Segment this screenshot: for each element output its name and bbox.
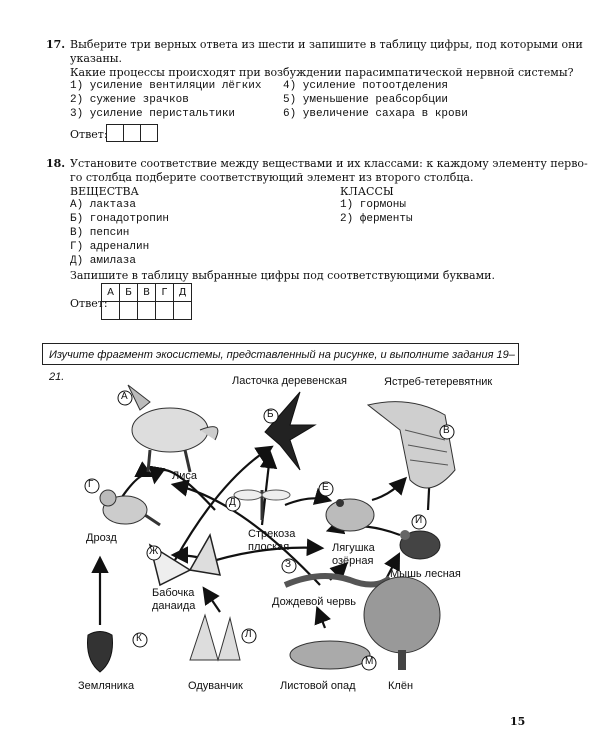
q17-prompt: Выберите три верных ответа из шести и запишите в таблицу цифры, под которыми они — [70, 38, 583, 51]
q18-substance-a: А) лактаза — [70, 199, 137, 211]
hawk-figure — [368, 402, 455, 488]
q18-substance-g: Г) адреналин — [70, 241, 150, 253]
label-maple: Клён — [388, 680, 414, 692]
arrow-dragonfly-frog — [285, 498, 328, 505]
q18-class-2: 2) ферменты — [340, 213, 413, 225]
label-swallow: Ласточка деревенская — [232, 375, 347, 387]
q18-instruction: Запишите в таблицу выбранные цифры под соответствующими буквами. — [70, 269, 495, 282]
q17-option-5: 5) уменьшение реабсорбции — [283, 94, 449, 106]
letter-zh: Ж — [149, 546, 159, 557]
q17-option-4: 4) усиление потоотделения — [283, 80, 449, 92]
letter-m: М — [365, 656, 374, 667]
thrush-figure — [100, 490, 160, 525]
q18-substance-d: Д) амилаза — [70, 255, 137, 267]
swallow-figure — [265, 392, 315, 470]
arrow-litter-worm — [318, 610, 325, 628]
table-header: Д — [174, 284, 192, 302]
letter-k: К — [136, 633, 142, 644]
q18-col2-header: КЛАССЫ — [340, 185, 394, 198]
label-leaf-litter: Листовой опад — [280, 680, 356, 692]
q18-number: 18. — [46, 157, 66, 170]
letter-b: Б — [267, 409, 274, 420]
q17-option-1: 1) усиление вентиляции лёгких — [70, 80, 262, 92]
letter-z: З — [285, 559, 292, 570]
q18-substance-b: Б) гонадотропин — [70, 213, 170, 225]
letter-a: А — [121, 391, 128, 402]
label-frog: Лягушка озёрная — [332, 542, 375, 567]
q18-prompt-cont: го столбца подберите соответствующий элемент из второго столбца. — [70, 171, 474, 184]
label-butterfly: Бабочка данаида — [152, 587, 196, 612]
table-header: Г — [156, 284, 174, 302]
q17-question: Какие процессы происходят при возбуждении парасимпатической нервной системы? — [70, 66, 574, 79]
q18-col1-header: ВЕЩЕСТВА — [70, 185, 139, 198]
worm-figure — [285, 576, 390, 585]
letter-l: Л — [245, 629, 252, 640]
label-dragonfly: Стрекоза плоская — [248, 528, 296, 553]
letter-d: Д — [229, 497, 236, 508]
label-strawberry: Земляника — [78, 680, 135, 692]
q18-answer-label: Ответ: — [70, 297, 108, 310]
letter-e: Е — [322, 482, 329, 493]
label-fox: Лиса — [172, 470, 197, 482]
mouse-figure — [400, 530, 440, 559]
letter-v: В — [443, 425, 450, 436]
q17-option-2: 2) сужение зрачков — [70, 94, 189, 106]
strawberry-figure — [88, 632, 113, 673]
label-thrush: Дрозд — [86, 532, 117, 544]
q17-prompt-cont: указаны. — [70, 52, 123, 65]
label-dandelion: Одуванчик — [188, 680, 243, 692]
table-header: А — [102, 284, 120, 302]
table-header: В — [138, 284, 156, 302]
q17-option-3: 3) усиление перистальтики — [70, 108, 236, 120]
arrow-frog-hawk — [372, 480, 404, 500]
letter-i: И — [415, 515, 423, 526]
leaf-litter-figure — [290, 641, 370, 669]
label-hawk: Ястреб-тетеревятник — [384, 376, 493, 388]
ecosystem-instruction-banner: Изучите фрагмент экосистемы, представленный на рисунке, и выполните задания 19–21. — [42, 343, 519, 365]
label-mouse: Мышь лесная — [390, 568, 461, 580]
page-number: 15 — [510, 715, 526, 728]
q17-option-6: 6) увеличение сахара в крови — [283, 108, 468, 120]
q18-substance-v: В) пепсин — [70, 227, 130, 239]
q17-answer-label: Ответ: — [70, 128, 108, 141]
maple-figure — [364, 577, 440, 670]
letter-g: Г — [88, 479, 94, 490]
table-header: Б — [120, 284, 138, 302]
q18-prompt: Установите соответствие между веществами и их классами: к каждому элементу перво- — [70, 157, 588, 170]
fox-figure — [128, 385, 218, 472]
frog-figure — [326, 499, 374, 531]
q17-number: 17. — [46, 38, 66, 51]
dandelion-figure — [190, 615, 240, 660]
label-worm: Дождевой червь — [272, 596, 357, 608]
q18-class-1: 1) гормоны — [340, 199, 407, 211]
